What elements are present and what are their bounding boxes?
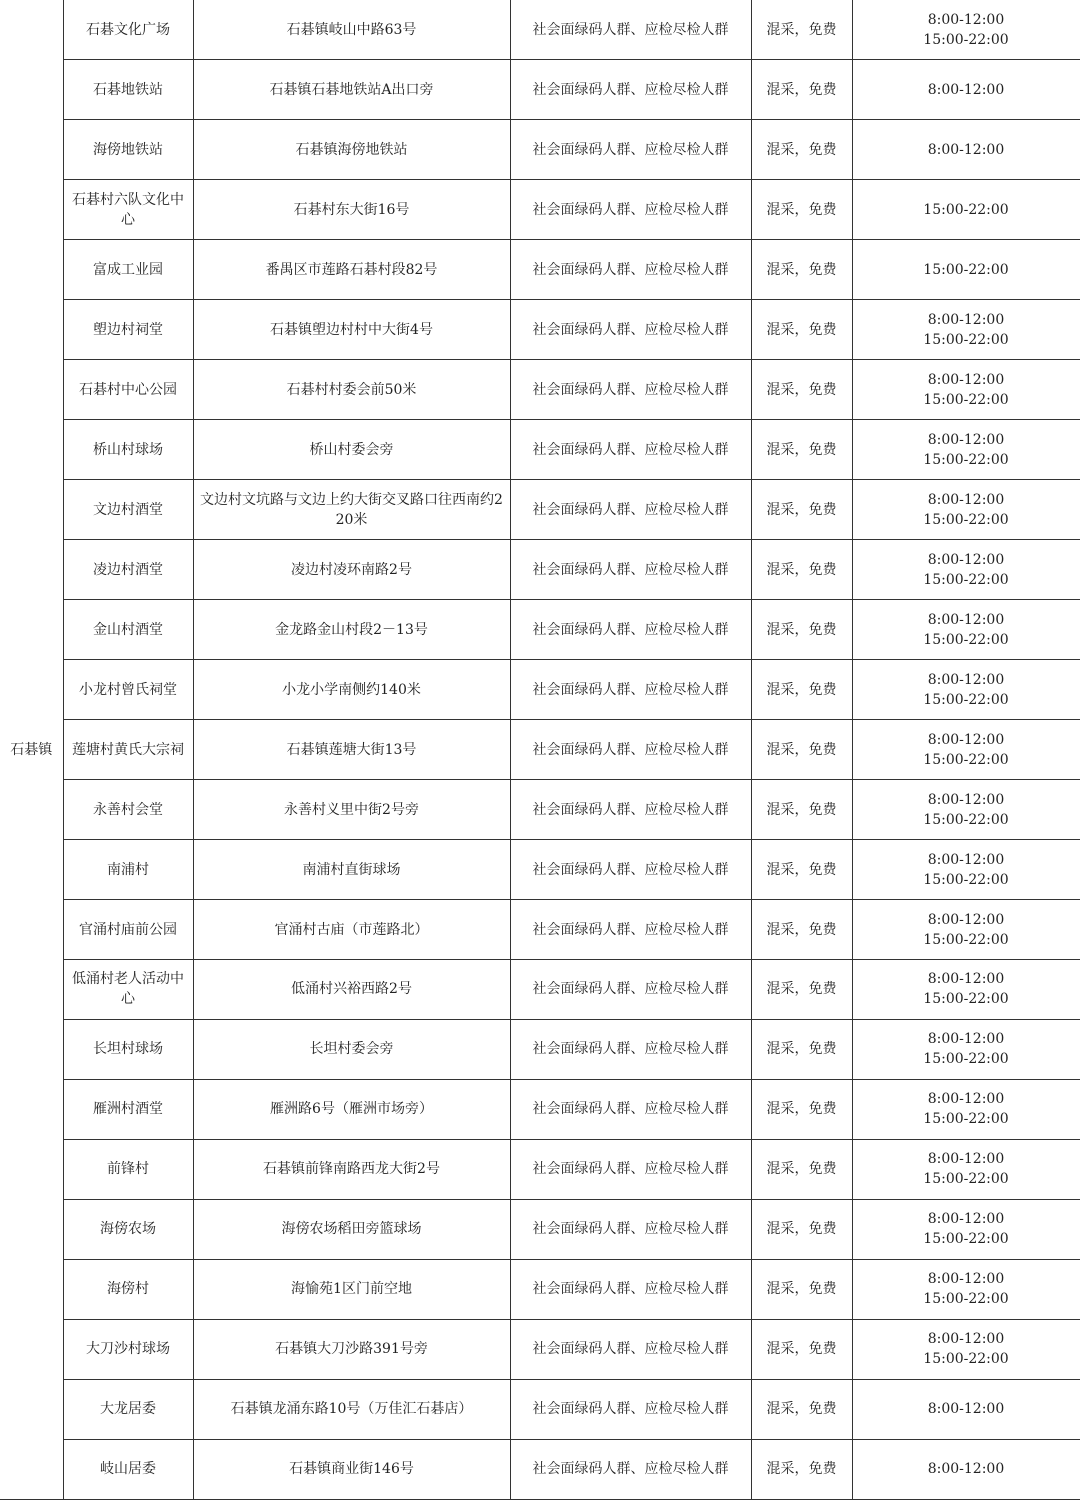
address-cell: 石碁镇海傍地铁站: [193, 120, 510, 180]
table-row: [0, 1259, 1080, 1319]
sampling-method-cell: 混采，免费: [751, 1199, 852, 1259]
service-hours-cell: [852, 480, 1080, 540]
time-slot: 8:00-12:00: [927, 551, 1005, 568]
target-group-cell: 社会面绿码人群、应检尽检人群: [510, 720, 751, 780]
target-group-cell: 社会面绿码人群、应检尽检人群: [510, 420, 751, 480]
site-name-cell: 莲塘村黄氏大宗祠: [63, 720, 193, 780]
time-slot: 8:00-12:00: [927, 11, 1005, 28]
target-group-cell: 社会面绿码人群、应检尽检人群: [510, 600, 751, 660]
table-row: [0, 1019, 1080, 1079]
service-hours-cell: [852, 240, 1080, 300]
time-slot: 15:00-22:00: [923, 1351, 1009, 1368]
service-hours-cell: [852, 60, 1080, 120]
target-group-cell: 社会面绿码人群、应检尽检人群: [510, 840, 751, 900]
time-slot: 15:00-22:00: [923, 811, 1009, 828]
time-slot: 15:00-22:00: [923, 751, 1009, 768]
target-group-cell: 社会面绿码人群、应检尽检人群: [510, 480, 751, 540]
address-cell: 桥山村委会旁: [193, 420, 510, 480]
service-hours-cell: [852, 420, 1080, 480]
target-group-cell: 社会面绿码人群、应检尽检人群: [510, 1199, 751, 1259]
site-name-cell: 大刀沙村球场: [63, 1319, 193, 1379]
target-group-cell: 社会面绿码人群、应检尽检人群: [510, 900, 751, 960]
target-group-cell: 社会面绿码人群、应检尽检人群: [510, 1139, 751, 1199]
table-row: [0, 1319, 1080, 1379]
sampling-method-cell: 混采，免费: [751, 1379, 852, 1439]
site-name-cell: 海傍村: [63, 1259, 193, 1319]
table-row: [0, 240, 1080, 300]
address-cell: 石碁镇大刀沙路391号旁: [193, 1319, 510, 1379]
target-group-cell: 社会面绿码人群、应检尽检人群: [510, 180, 751, 240]
time-slot: 15:00-22:00: [923, 1051, 1009, 1068]
service-hours-cell: [852, 1439, 1080, 1499]
site-name-cell: 小龙村曾氏祠堂: [63, 660, 193, 720]
target-group-cell: 社会面绿码人群、应检尽检人群: [510, 360, 751, 420]
service-hours-cell: [852, 540, 1080, 600]
service-hours-cell: [852, 600, 1080, 660]
target-group-cell: 社会面绿码人群、应检尽检人群: [510, 1019, 751, 1079]
service-hours-cell: [852, 720, 1080, 780]
target-group-cell: 社会面绿码人群、应检尽检人群: [510, 120, 751, 180]
time-slot: 15:00-22:00: [923, 1231, 1009, 1248]
address-cell: 石碁镇石碁地铁站A出口旁: [193, 60, 510, 120]
target-group-cell: 社会面绿码人群、应检尽检人群: [510, 1439, 751, 1499]
site-name-cell: 桥山村球场: [63, 420, 193, 480]
time-slot: 15:00-22:00: [923, 991, 1009, 1008]
service-hours-cell: [852, 360, 1080, 420]
service-hours-cell: [852, 120, 1080, 180]
target-group-cell: 社会面绿码人群、应检尽检人群: [510, 1259, 751, 1319]
target-group-cell: 社会面绿码人群、应检尽检人群: [510, 960, 751, 1020]
table-row: [0, 300, 1080, 360]
time-slot: 8:00-12:00: [927, 971, 1005, 988]
site-name-cell: 海傍农场: [63, 1199, 193, 1259]
table-row: [0, 1199, 1080, 1259]
service-hours-cell: [852, 0, 1080, 60]
time-slot: 15:00-22:00: [923, 871, 1009, 888]
service-hours-cell: [852, 1319, 1080, 1379]
sampling-method-cell: 混采，免费: [751, 0, 852, 60]
address-cell: 凌边村凌环南路2号: [193, 540, 510, 600]
target-group-cell: 社会面绿码人群、应检尽检人群: [510, 1079, 751, 1139]
site-name-cell: 大龙居委: [63, 1379, 193, 1439]
address-cell: 石碁镇前锋南路西龙大街2号: [193, 1139, 510, 1199]
table-row: [0, 0, 1080, 60]
service-hours-cell: [852, 900, 1080, 960]
time-slot: 15:00-22:00: [923, 1111, 1009, 1128]
time-slot: 15:00-22:00: [923, 331, 1009, 348]
target-group-cell: 社会面绿码人群、应检尽检人群: [510, 60, 751, 120]
table-row: [0, 540, 1080, 600]
service-hours-cell: [852, 1079, 1080, 1139]
service-hours-cell: [852, 780, 1080, 840]
site-name-cell: 前锋村: [63, 1139, 193, 1199]
sampling-method-cell: 混采，免费: [751, 360, 852, 420]
table-row: [0, 420, 1080, 480]
address-cell: 石碁镇莲塘大街13号: [193, 720, 510, 780]
site-name-cell: 石碁村中心公园: [63, 360, 193, 420]
sampling-method-cell: 混采，免费: [751, 1139, 852, 1199]
time-slot: 8:00-12:00: [927, 1031, 1005, 1048]
table-row: [0, 180, 1080, 240]
time-slot: 8:00-12:00: [927, 671, 1005, 688]
target-group-cell: 社会面绿码人群、应检尽检人群: [510, 240, 751, 300]
sampling-method-cell: 混采，免费: [751, 240, 852, 300]
address-cell: 石碁村东大街16号: [193, 180, 510, 240]
sampling-method-cell: 混采，免费: [751, 660, 852, 720]
time-slot: 8:00-12:00: [927, 311, 1005, 328]
service-hours-cell: [852, 1019, 1080, 1079]
site-name-cell: 塱边村祠堂: [63, 300, 193, 360]
site-name-cell: 永善村会堂: [63, 780, 193, 840]
target-group-cell: 社会面绿码人群、应检尽检人群: [510, 300, 751, 360]
target-group-cell: 社会面绿码人群、应检尽检人群: [510, 1319, 751, 1379]
sampling-method-cell: 混采，免费: [751, 1079, 852, 1139]
time-slot: 15:00-22:00: [923, 631, 1009, 648]
site-name-cell: 岐山居委: [63, 1439, 193, 1499]
site-name-cell: 富成工业园: [63, 240, 193, 300]
table-row: [0, 960, 1080, 1020]
time-slot: 15:00-22:00: [923, 391, 1009, 408]
time-slot: 8:00-12:00: [927, 1271, 1005, 1288]
time-slot: 8:00-12:00: [927, 1151, 1005, 1168]
time-slot: 8:00-12:00: [927, 851, 1005, 868]
time-slot: 8:00-12:00: [927, 1331, 1005, 1348]
sampling-method-cell: 混采，免费: [751, 600, 852, 660]
address-cell: 文边村文坑路与文边上约大街交叉路口往西南约220米: [193, 480, 510, 540]
site-name-cell: 雁洲村酒堂: [63, 1079, 193, 1139]
time-slot: 8:00-12:00: [927, 1461, 1005, 1478]
table-row: [0, 60, 1080, 120]
site-name-cell: 南浦村: [63, 840, 193, 900]
time-slot: 8:00-12:00: [927, 141, 1005, 158]
time-slot: 15:00-22:00: [923, 571, 1009, 588]
sampling-method-cell: 混采，免费: [751, 900, 852, 960]
time-slot: 8:00-12:00: [927, 491, 1005, 508]
time-slot: 8:00-12:00: [927, 911, 1005, 928]
sampling-method-cell: 混采，免费: [751, 300, 852, 360]
target-group-cell: 社会面绿码人群、应检尽检人群: [510, 540, 751, 600]
service-hours-cell: [852, 1139, 1080, 1199]
address-cell: 石碁镇龙涌东路10号（万佳汇石碁店）: [193, 1379, 510, 1439]
service-hours-cell: [852, 960, 1080, 1020]
address-cell: 低涌村兴裕西路2号: [193, 960, 510, 1020]
service-hours-cell: [852, 660, 1080, 720]
address-cell: 长坦村委会旁: [193, 1019, 510, 1079]
table-row: [0, 840, 1080, 900]
table-row: [0, 120, 1080, 180]
target-group-cell: 社会面绿码人群、应检尽检人群: [510, 780, 751, 840]
site-name-cell: 石碁地铁站: [63, 60, 193, 120]
address-cell: 海傍农场稻田旁篮球场: [193, 1199, 510, 1259]
target-group-cell: 社会面绿码人群、应检尽检人群: [510, 1379, 751, 1439]
time-slot: 8:00-12:00: [927, 611, 1005, 628]
service-hours-cell: [852, 1379, 1080, 1439]
time-slot: 15:00-22:00: [923, 1171, 1009, 1188]
sampling-method-cell: 混采，免费: [751, 540, 852, 600]
sampling-method-cell: 混采，免费: [751, 60, 852, 120]
table-row: [0, 660, 1080, 720]
time-slot: 8:00-12:00: [927, 371, 1005, 388]
sampling-method-cell: 混采，免费: [751, 1019, 852, 1079]
time-slot: 15:00-22:00: [923, 1291, 1009, 1308]
address-cell: 石碁村村委会前50米: [193, 360, 510, 420]
sampling-method-cell: 混采，免费: [751, 720, 852, 780]
address-cell: 金龙路金山村段2－13号: [193, 600, 510, 660]
address-cell: 南浦村直街球场: [193, 840, 510, 900]
time-slot: 15:00-22:00: [923, 261, 1009, 278]
sampling-method-cell: 混采，免费: [751, 1439, 852, 1499]
table-row: [0, 780, 1080, 840]
sampling-method-cell: 混采，免费: [751, 780, 852, 840]
table-row: [0, 600, 1080, 660]
table-row: [0, 1379, 1080, 1439]
address-cell: 海愉苑1区门前空地: [193, 1259, 510, 1319]
sampling-method-cell: 混采，免费: [751, 420, 852, 480]
time-slot: 8:00-12:00: [927, 1211, 1005, 1228]
table-row: [0, 1139, 1080, 1199]
time-slot: 15:00-22:00: [923, 931, 1009, 948]
site-name-cell: 石碁村六队文化中心: [63, 180, 193, 240]
service-hours-cell: [852, 180, 1080, 240]
service-hours-cell: [852, 1199, 1080, 1259]
site-name-cell: 低涌村老人活动中心: [63, 960, 193, 1020]
table-row: [0, 1439, 1080, 1499]
sampling-method-cell: 混采，免费: [751, 480, 852, 540]
time-slot: 8:00-12:00: [927, 791, 1005, 808]
address-cell: 官涌村古庙（市莲路北）: [193, 900, 510, 960]
table-row: [0, 480, 1080, 540]
address-cell: 番禺区市莲路石碁村段82号: [193, 240, 510, 300]
address-cell: 石碁镇商业街146号: [193, 1439, 510, 1499]
sampling-method-cell: 混采，免费: [751, 120, 852, 180]
address-cell: 石碁镇塱边村村中大街4号: [193, 300, 510, 360]
site-name-cell: 凌边村酒堂: [63, 540, 193, 600]
address-cell: 雁洲路6号（雁洲市场旁）: [193, 1079, 510, 1139]
time-slot: 8:00-12:00: [927, 431, 1005, 448]
service-hours-cell: [852, 840, 1080, 900]
time-slot: 15:00-22:00: [923, 201, 1009, 218]
time-slot: 15:00-22:00: [923, 31, 1009, 48]
table-row: [0, 720, 1080, 780]
site-name-cell: 海傍地铁站: [63, 120, 193, 180]
address-cell: 石碁镇岐山中路63号: [193, 0, 510, 60]
target-group-cell: 社会面绿码人群、应检尽检人群: [510, 0, 751, 60]
site-name-cell: 石碁文化广场: [63, 0, 193, 60]
service-hours-cell: [852, 1259, 1080, 1319]
site-name-cell: 长坦村球场: [63, 1019, 193, 1079]
site-name-cell: 金山村酒堂: [63, 600, 193, 660]
time-slot: 8:00-12:00: [927, 731, 1005, 748]
sampling-method-cell: 混采，免费: [751, 1319, 852, 1379]
time-slot: 8:00-12:00: [927, 81, 1005, 98]
site-name-cell: 文边村酒堂: [63, 480, 193, 540]
time-slot: 15:00-22:00: [923, 691, 1009, 708]
target-group-cell: 社会面绿码人群、应检尽检人群: [510, 660, 751, 720]
time-slot: 15:00-22:00: [923, 511, 1009, 528]
address-cell: 永善村义里中街2号旁: [193, 780, 510, 840]
table-row: [0, 360, 1080, 420]
sampling-method-cell: 混采，免费: [751, 960, 852, 1020]
time-slot: 8:00-12:00: [927, 1091, 1005, 1108]
site-name-cell: 官涌村庙前公园: [63, 900, 193, 960]
town-name-cell: 石碁镇: [0, 0, 63, 1500]
table-row: [0, 1079, 1080, 1139]
sampling-method-cell: 混采，免费: [751, 1259, 852, 1319]
service-hours-cell: [852, 300, 1080, 360]
sampling-method-cell: 混采，免费: [751, 180, 852, 240]
time-slot: 8:00-12:00: [927, 1401, 1005, 1418]
address-cell: 小龙小学南侧约140米: [193, 660, 510, 720]
sampling-method-cell: 混采，免费: [751, 840, 852, 900]
time-slot: 15:00-22:00: [923, 451, 1009, 468]
table-row: [0, 900, 1080, 960]
